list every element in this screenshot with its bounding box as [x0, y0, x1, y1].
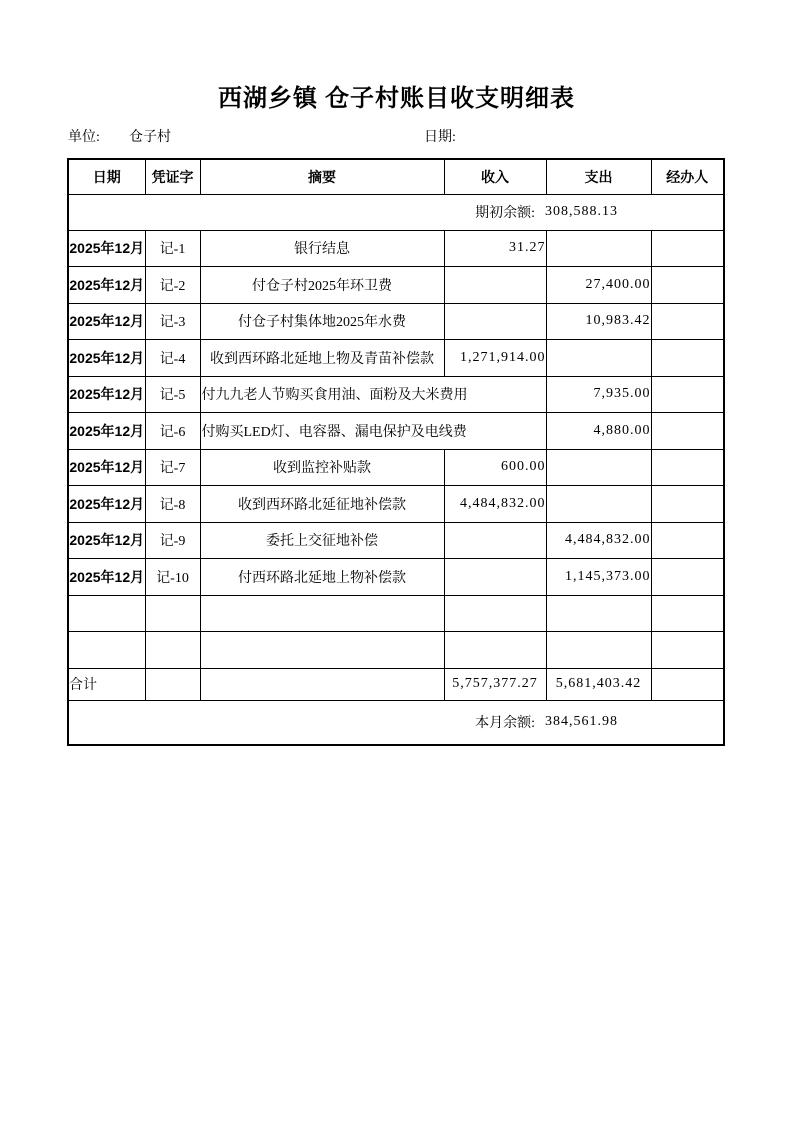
handler-cell [651, 303, 724, 340]
voucher-cell: 记-9 [145, 522, 200, 559]
header-cell-voucher: 凭证字 [145, 159, 200, 194]
summary-cell: 收到监控补贴款 [200, 449, 444, 486]
header-cell-summary: 摘要 [200, 159, 444, 194]
total-expense: 5,681,403.42 [546, 668, 651, 700]
opening-balance-row [68, 194, 724, 230]
income-cell [444, 595, 546, 632]
total-row [68, 668, 724, 700]
ledger-row-empty [68, 595, 724, 632]
handler-cell [651, 230, 724, 267]
header-cell-handler: 经办人 [651, 159, 724, 194]
handler-cell [651, 522, 724, 559]
ledger-row-empty [68, 632, 724, 669]
income-cell [444, 559, 546, 596]
income-cell: 600.00 [444, 449, 546, 486]
voucher-cell: 记-1 [145, 230, 200, 267]
total-label: 合计 [68, 668, 145, 700]
income-cell: 31.27 [444, 230, 546, 267]
ledger-row [68, 486, 724, 523]
header-cell-date: 日期 [68, 159, 145, 194]
total-handler-cell [651, 668, 724, 700]
table-header-row [68, 159, 724, 194]
voucher-cell: 记-2 [145, 267, 200, 304]
ledger-row [68, 267, 724, 304]
unit-label: 单位: [68, 130, 100, 145]
date-cell: 2025年12月 [68, 449, 145, 486]
handler-cell [651, 595, 724, 632]
opening-balance-cell [68, 194, 724, 230]
voucher-cell: 记-3 [145, 303, 200, 340]
voucher-cell [145, 632, 200, 669]
total-income: 5,757,377.27 [444, 668, 546, 700]
meta-row [67, 126, 723, 144]
income-cell [444, 303, 546, 340]
expense-cell: 7,935.00 [546, 376, 651, 413]
voucher-cell [145, 595, 200, 632]
header-cell-expense: 支出 [546, 159, 651, 194]
ledger-row [68, 376, 724, 413]
ledger-table [67, 158, 725, 746]
date-cell: 2025年12月 [68, 303, 145, 340]
voucher-cell: 记-4 [145, 340, 200, 377]
date-cell: 2025年12月 [68, 267, 145, 304]
unit-value: 仓子村 [129, 130, 171, 145]
expense-cell: 1,145,373.00 [546, 559, 651, 596]
summary-cell: 付西环路北延地上物补偿款 [200, 559, 444, 596]
summary-cell [200, 632, 444, 669]
ledger-row [68, 449, 724, 486]
total-summary-cell [200, 668, 444, 700]
expense-cell [546, 230, 651, 267]
expense-cell: 4,880.00 [546, 413, 651, 450]
ledger-row [68, 303, 724, 340]
date-cell: 2025年12月 [68, 340, 145, 377]
handler-cell [651, 413, 724, 450]
handler-cell [651, 632, 724, 669]
summary-cell: 收到西环路北延征地补偿款 [200, 486, 444, 523]
handler-cell [651, 559, 724, 596]
date-cell: 2025年12月 [68, 486, 145, 523]
expense-cell [546, 340, 651, 377]
voucher-cell: 记-6 [145, 413, 200, 450]
handler-cell [651, 486, 724, 523]
handler-cell [651, 267, 724, 304]
expense-cell: 10,983.42 [546, 303, 651, 340]
handler-cell [651, 340, 724, 377]
expense-cell: 27,400.00 [546, 267, 651, 304]
date-cell: 2025年12月 [68, 230, 145, 267]
date-cell: 2025年12月 [68, 522, 145, 559]
date-cell: 2025年12月 [68, 559, 145, 596]
summary-cell: 付九九老人节购买食用油、面粉及大米费用 [200, 376, 546, 413]
handler-cell [651, 449, 724, 486]
ledger-row [68, 413, 724, 450]
monthly-balance-value: 384,561.98 [545, 714, 618, 730]
expense-cell [546, 449, 651, 486]
monthly-balance-cell [68, 700, 724, 745]
ledger-row [68, 230, 724, 267]
summary-cell [200, 595, 444, 632]
monthly-balance-label: 本月余额: [475, 716, 535, 732]
expense-cell [546, 595, 651, 632]
date-cell: 2025年12月 [68, 376, 145, 413]
total-voucher-cell [145, 668, 200, 700]
header-cell-income: 收入 [444, 159, 546, 194]
opening-balance-value: 308,588.13 [545, 204, 618, 219]
expense-cell [546, 486, 651, 523]
income-cell [444, 267, 546, 304]
summary-cell: 银行结息 [200, 230, 444, 267]
date-cell: 2025年12月 [68, 413, 145, 450]
voucher-cell: 记-10 [145, 559, 200, 596]
handler-cell [651, 376, 724, 413]
income-cell: 1,271,914.00 [444, 340, 546, 377]
summary-cell: 付购买LED灯、电容器、漏电保护及电线费 [200, 413, 546, 450]
voucher-cell: 记-8 [145, 486, 200, 523]
income-cell [444, 632, 546, 669]
voucher-cell: 记-7 [145, 449, 200, 486]
opening-balance-label: 期初余额: [475, 206, 535, 221]
ledger-row [68, 340, 724, 377]
expense-cell [546, 632, 651, 669]
page-title: 西湖乡镇 仓子村账目收支明细表 [218, 86, 575, 112]
expense-cell: 4,484,832.00 [546, 522, 651, 559]
ledger-row [68, 522, 724, 559]
date-cell [68, 595, 145, 632]
monthly-balance-row [68, 700, 724, 745]
ledger-row [68, 559, 724, 596]
income-cell: 4,484,832.00 [444, 486, 546, 523]
date-cell [68, 632, 145, 669]
date-label: 日期: [424, 130, 456, 145]
summary-cell: 付仓子村集体地2025年水费 [200, 303, 444, 340]
summary-cell: 付仓子村2025年环卫费 [200, 267, 444, 304]
voucher-cell: 记-5 [145, 376, 200, 413]
summary-cell: 委托上交征地补偿 [200, 522, 444, 559]
income-cell [444, 522, 546, 559]
summary-cell: 收到西环路北延地上物及青苗补偿款 [200, 340, 444, 377]
